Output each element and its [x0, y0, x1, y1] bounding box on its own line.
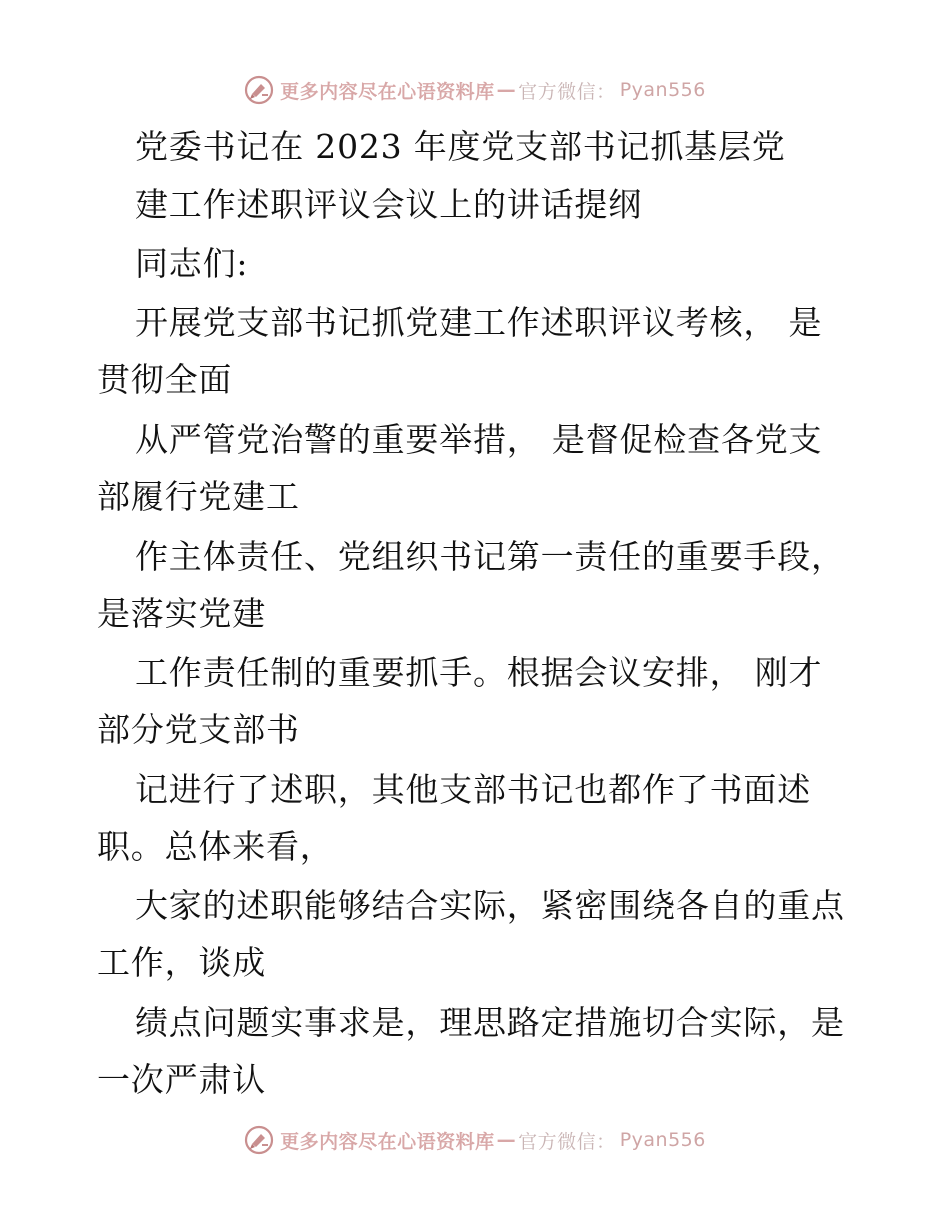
- body-line: 大家的述职能够结合实际，紧密围绕各自的重点: [135, 886, 845, 925]
- body-line: 工作，谈成: [97, 943, 266, 982]
- header-watermark-banner: [0, 70, 950, 110]
- banner-dash: —: [496, 1129, 517, 1151]
- body-line: 部履行党建工: [97, 477, 300, 516]
- body-line: 一次严肃认: [97, 1060, 266, 1099]
- body-line: 记进行了述职，其他支部书记也都作了书面述: [135, 770, 811, 809]
- banner-text: [280, 77, 706, 104]
- banner-wechat-id: Pyan556: [619, 79, 706, 101]
- document-pen-logo-icon: [244, 1125, 274, 1155]
- body-line: 工作责任制的重要抓手。根据会议安排， 刚才: [135, 653, 823, 692]
- document-title-line-2: 建工作述职评议会议上的讲话提纲: [135, 185, 642, 224]
- body-line: 开展党支部书记抓党建工作述职评议考核， 是: [135, 303, 823, 342]
- banner-site-text: 更多内容尽在心语资料库: [280, 1130, 495, 1153]
- body-line: 绩点问题实事求是，理思路定措施切合实际，是: [135, 1003, 845, 1042]
- body-line: 从严管党治警的重要举措， 是督促检查各党支: [135, 420, 823, 459]
- banner-site-text: 更多内容尽在心语资料库: [280, 80, 495, 103]
- banner-dash: —: [496, 79, 517, 101]
- body-line: 职。总体来看，: [97, 827, 334, 866]
- banner-wechat-label: 官方微信：: [518, 80, 616, 103]
- banner-wechat-label: 官方微信：: [518, 1130, 616, 1153]
- body-line: 作主体责任、党组织书记第一责任的重要手段，: [135, 537, 845, 576]
- document-pen-logo-icon: [244, 75, 274, 105]
- footer-watermark-banner: [0, 1120, 950, 1160]
- body-line: 是落实党建: [97, 594, 266, 633]
- document-title-line-1: 党委书记在 2023 年度党支部书记抓基层党: [135, 127, 786, 166]
- banner-text: [280, 1127, 706, 1154]
- document-greeting: 同志们:: [135, 244, 249, 283]
- banner-wechat-id: Pyan556: [619, 1129, 706, 1151]
- body-line: 贯彻全面: [97, 360, 233, 399]
- body-line: 部分党支部书: [97, 710, 300, 749]
